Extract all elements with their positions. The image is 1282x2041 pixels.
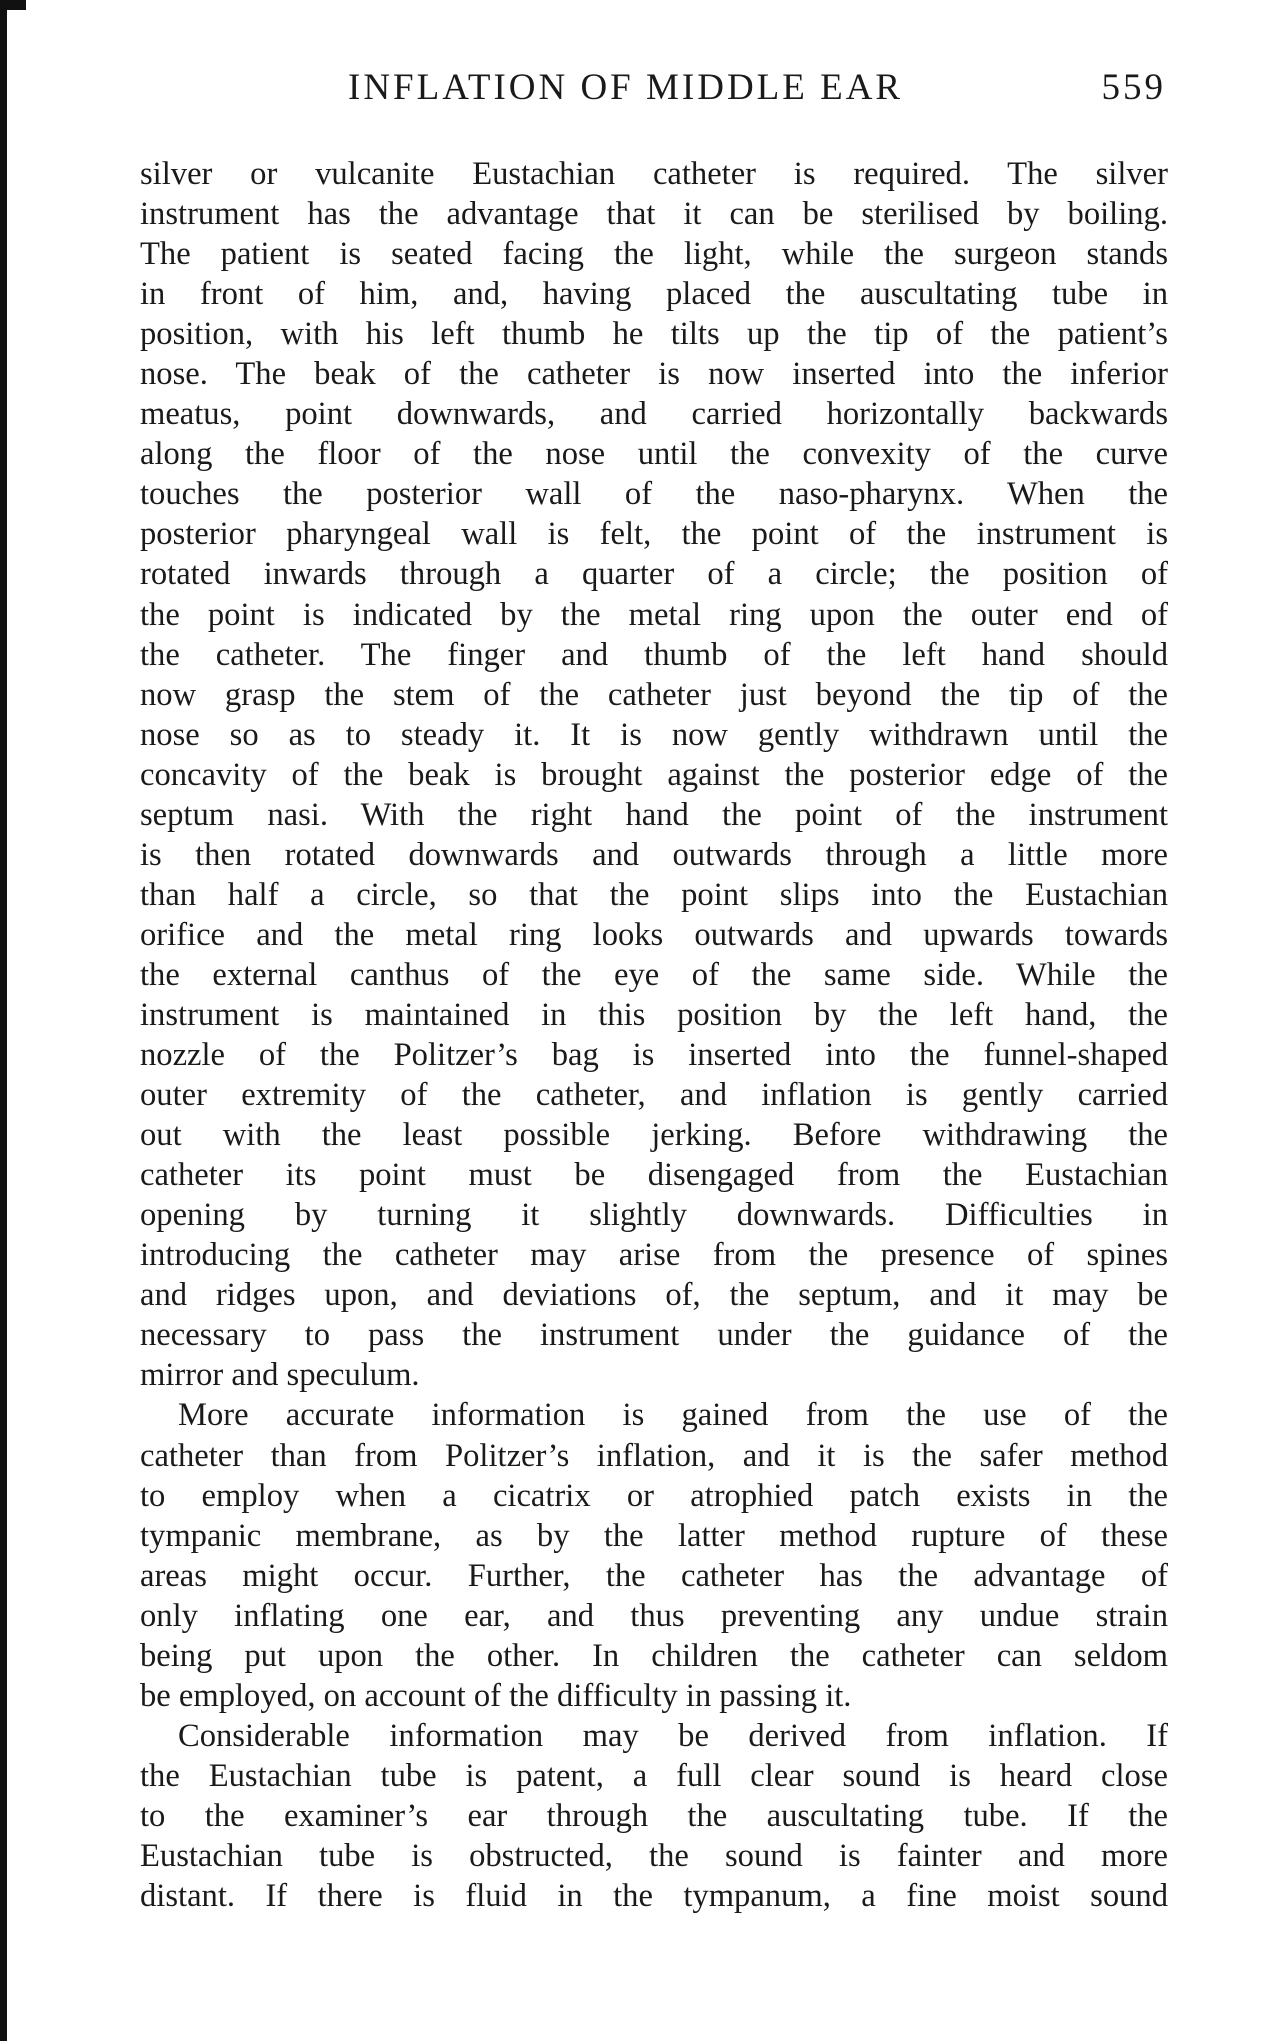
text-line: nose so as to steady it. It is now gently withdrawn until the <box>140 716 1168 753</box>
text-line: now grasp the stem of the catheter just beyond the tip of the <box>140 676 1168 713</box>
paragraph <box>140 1395 1168 1715</box>
text-line: catheter than from Politzer’s inflation, and it is the safer method <box>140 1437 1168 1474</box>
text-line: to the examiner’s ear through the auscultating tube. If the <box>140 1797 1168 1834</box>
text-line: than half a circle, so that the point slips into the Eustachian <box>140 876 1168 913</box>
text-line: being put upon the other. In children the catheter can seldom <box>140 1637 1168 1674</box>
text-line: is then rotated downwards and outwards through a little more <box>140 836 1168 873</box>
text-line: introducing the catheter may arise from the presence of spines <box>140 1237 1168 1274</box>
text-line: tympanic membrane, as by the latter method rupture of these <box>140 1517 1168 1554</box>
text-line: only inflating one ear, and thus preventing any undue strain <box>140 1597 1168 1634</box>
text-line: nose. The beak of the catheter is now inserted into the inferior <box>140 356 1168 393</box>
text-line: More accurate information is gained from the use of the <box>178 1397 1168 1434</box>
text-line: outer extremity of the catheter, and inflation is gently carried <box>140 1077 1168 1114</box>
paragraph <box>140 154 1168 1395</box>
text-line: in front of him, and, having placed the auscultating tube in <box>140 276 1168 313</box>
text-line: the Eustachian tube is patent, a full clear sound is heard close <box>140 1757 1168 1794</box>
text-line: distant. If there is fluid in the tympanum, a fine moist sound <box>140 1878 1168 1915</box>
text-line: Eustachian tube is obstructed, the sound is fainter and more <box>140 1837 1168 1874</box>
page-binding-corner <box>0 0 26 10</box>
text-line: silver or vulcanite Eustachian catheter is required. The silver <box>140 156 1168 192</box>
text-line: areas might occur. Further, the catheter has the advantage of <box>140 1557 1168 1594</box>
text-line: catheter its point must be disengaged from the Eustachian <box>140 1157 1168 1194</box>
text-line: touches the posterior wall of the naso-pharynx. When the <box>140 476 1168 513</box>
page-binding-edge <box>0 0 7 2041</box>
page-header <box>140 62 1168 114</box>
text-line: meatus, point downwards, and carried horizontally backwards <box>140 396 1168 433</box>
page-number: 559 <box>1101 67 1166 108</box>
text-line: Considerable information may be derived from inflation. If <box>178 1717 1168 1754</box>
text-line: the external canthus of the eye of the same side. While the <box>140 956 1168 993</box>
text-line: instrument has the advantage that it can be sterilised by boiling. <box>140 196 1168 233</box>
text-line: out with the least possible jerking. Before withdrawing the <box>140 1117 1168 1154</box>
text-line: to employ when a cicatrix or atrophied patch exists in the <box>140 1477 1168 1514</box>
text-line: mirror and speculum. <box>140 1357 420 1394</box>
text-line: nozzle of the Politzer’s bag is inserted into the funnel-shaped <box>140 1037 1168 1074</box>
text-line: position, with his left thumb he tilts up the tip of the patient’s <box>140 316 1168 353</box>
text-line: necessary to pass the instrument under the guidance of the <box>140 1317 1168 1354</box>
text-line: instrument is maintained in this position by the left hand, the <box>140 996 1168 1033</box>
paragraph <box>140 1716 1168 1916</box>
text-line: be employed, on account of the difficulty in passing it. <box>140 1677 852 1714</box>
body-text <box>140 154 1168 1916</box>
book-page <box>140 62 1168 1916</box>
text-line: the point is indicated by the metal ring upon the outer end of <box>140 596 1168 633</box>
text-line: concavity of the beak is brought against the posterior edge of the <box>140 756 1168 793</box>
text-line: The patient is seated facing the light, while the surgeon stands <box>140 236 1168 273</box>
text-line: opening by turning it slightly downwards. Difficulties in <box>140 1197 1168 1234</box>
running-head: INFLATION OF MIDDLE EAR <box>348 67 904 108</box>
text-line: rotated inwards through a quarter of a circle; the position of <box>140 556 1168 593</box>
text-line: along the floor of the nose until the convexity of the curve <box>140 436 1168 473</box>
text-line: and ridges upon, and deviations of, the septum, and it may be <box>140 1277 1168 1314</box>
text-line: septum nasi. With the right hand the point of the instrument <box>140 796 1168 833</box>
text-line: orifice and the metal ring looks outwards and upwards towards <box>140 916 1168 953</box>
text-line: the catheter. The finger and thumb of the left hand should <box>140 636 1168 673</box>
text-line: posterior pharyngeal wall is felt, the point of the instrument is <box>140 516 1168 553</box>
